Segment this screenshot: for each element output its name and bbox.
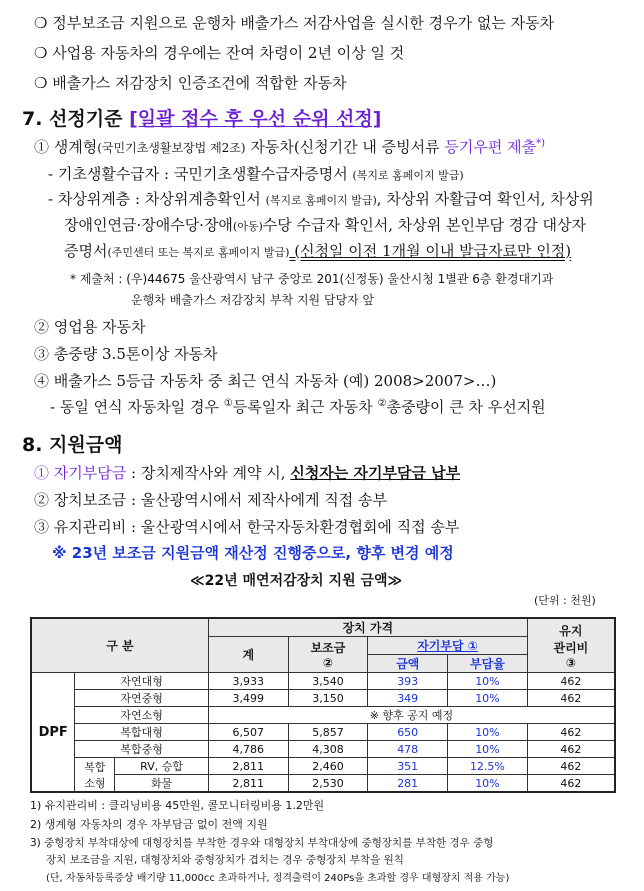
submission-address: * 제출처 : (우)44675 울산광역시 남구 중앙로 201(신정동) 울산시청 1별관 6층 환경대기과 — [70, 272, 554, 286]
unit-label: (단위 : 천원) — [534, 594, 596, 607]
footnote-2: 2) 생계형 자동차의 경우 자부담금 없이 전액 지원 — [30, 818, 268, 831]
header-rate: 부담율 — [448, 655, 528, 673]
support-amount-table — [30, 617, 616, 793]
criteria-line-basic: - 기초생활수급자 : 국민기초생활수급자증명서 (복지로 홈페이지 발급) — [48, 165, 464, 183]
header-total: 계 — [208, 637, 288, 673]
group-dpf: DPF — [31, 673, 75, 793]
bullet-text: 정부보조금 지원으로 운행차 배출가스 저감사업을 실시한 경우가 없는 자동차 — [52, 14, 555, 32]
footnote-1: 1) 유지관리비 : 클리닝비용 45만원, 콜모니터링비용 1.2만원 — [30, 799, 325, 812]
table-title: ≪22년 매연저감장치 지원 금액≫ — [190, 573, 403, 589]
footnote-3-cont: 장치 보조금을 지원, 대형장치와 중형장치가 겹치는 경우 중형장치 부착을 원칙 — [46, 854, 404, 866]
issue-date-requirement: (신청일 이전 1개월 이내 발급자료만 인정) — [289, 242, 572, 260]
submission-recipient: 운행차 배출가스 저감장치 부착 지원 담당자 앞 — [131, 293, 375, 307]
header-maintenance: 유지 관리비 ③ — [527, 618, 615, 673]
bullet-line-2 — [34, 42, 404, 63]
circle-bullet-icon: ❍ — [34, 44, 48, 62]
header-amount: 금액 — [368, 655, 448, 673]
header-subsidy: 보조금 ② — [288, 637, 368, 673]
section-7-subtitle: [일괄 접수 후 우선 순위 선정] — [129, 108, 382, 130]
self-payment-emphasis: 신청자는 자기부담금 납부 — [290, 464, 461, 482]
section-7-heading: 7. 선정기준 [일괄 접수 후 우선 순위 선정] — [22, 108, 382, 130]
support-item-3: ③ 유지관리비 : 울산광역시에서 한국자동차환경협회에 직접 송부 — [34, 518, 460, 536]
criteria-item-2: ② 영업용 자동차 — [34, 318, 146, 336]
table-row: DPF 자연대형 3,933 3,540 393 10% 462 — [31, 673, 615, 690]
criteria-line-allowance: 장애인연금·장애수당·장애(아동)수당 수급자 확인서, 차상위 본인부담 경감 대상자 — [64, 216, 586, 234]
header-gubun: 구 분 — [31, 618, 208, 673]
footnote-3: 3) 중형장치 부착대상에 대형장치를 부착한 경우와 대형장치 부착대상에 중형장치를 부착한 경우 중형 — [30, 837, 494, 849]
table-row: 자연중형 3,499 3,150 349 10% 462 — [31, 690, 615, 707]
criteria-item-1: ① 생계형(국민기초생활보장법 제2조) 자동차(신청기간 내 증빙서류 등기우편 제출*) — [34, 138, 546, 156]
bullet-text: 배출가스 저감장치 인증조건에 적합한 자동차 — [52, 74, 347, 92]
circle-bullet-icon: ❍ — [34, 14, 48, 32]
criteria-line-near-poverty: - 차상위계층 : 차상위계층확인서 (복지로 홈페이지 발급), 차상위 자활급여 확인서, 차상위 — [48, 190, 594, 208]
table-row: 자연소형 ※ 향후 공지 예정 — [31, 707, 615, 724]
support-item-1: ① 자기부담금 : 장치제작사와 계약 시, 신청자는 자기부담금 납부 — [34, 464, 461, 482]
header-device-price: 장치 가격 — [208, 618, 527, 637]
criteria-item-4: ④ 배출가스 5등급 자동차 중 최근 연식 자동차 (예) 2008>2007>…) — [34, 372, 497, 390]
footnote-3-exception: (단, 자동차등록증상 배기량 11,000cc 초과하거나, 정격출력이 240Ps을 초과할 경우 대형장치 적용 가능) — [46, 873, 510, 884]
pending-notice: ※ 향후 공지 예정 — [208, 707, 615, 724]
section-8-heading: 8. 지원금액 — [22, 434, 123, 456]
circle-bullet-icon: ❍ — [34, 74, 48, 92]
bullet-text: 사업용 자동차의 경우에는 잔여 차령이 2년 이상 일 것 — [52, 44, 405, 62]
criteria-line-certificate: 증명서(주민센터 또는 복지로 홈페이지 발급) (신청일 이전 1개월 이내 발급자료만 인정) — [64, 242, 572, 260]
table-row: 화물 2,811 2,530 281 10% 462 — [31, 775, 615, 793]
table-row: 복합대형 6,507 5,857 650 10% 462 — [31, 724, 615, 741]
table-row: 복합중형 4,786 4,308 478 10% 462 — [31, 741, 615, 758]
bullet-line-1 — [34, 12, 554, 33]
group-complex-small: 복합 소형 — [75, 758, 115, 793]
support-item-2: ② 장치보조금 : 울산광역시에서 제작사에게 직접 송부 — [34, 491, 387, 509]
criteria-tiebreak: - 동일 연식 자동차일 경우 ①등록일자 최근 자동차 ②총중량이 큰 차 우선지원 — [50, 398, 546, 416]
criteria-item-3: ③ 총중량 3.5톤이상 자동차 — [34, 345, 218, 363]
bullet-line-3 — [34, 72, 347, 93]
notice-recalculation: ※ 23년 보조금 지원금액 재산정 진행중으로, 향후 변경 예정 — [52, 544, 454, 562]
table-row: 복합 소형 RV, 승합 2,811 2,460 351 12.5% 462 — [31, 758, 615, 775]
header-self-payment: 자기부담 ① — [368, 637, 527, 655]
